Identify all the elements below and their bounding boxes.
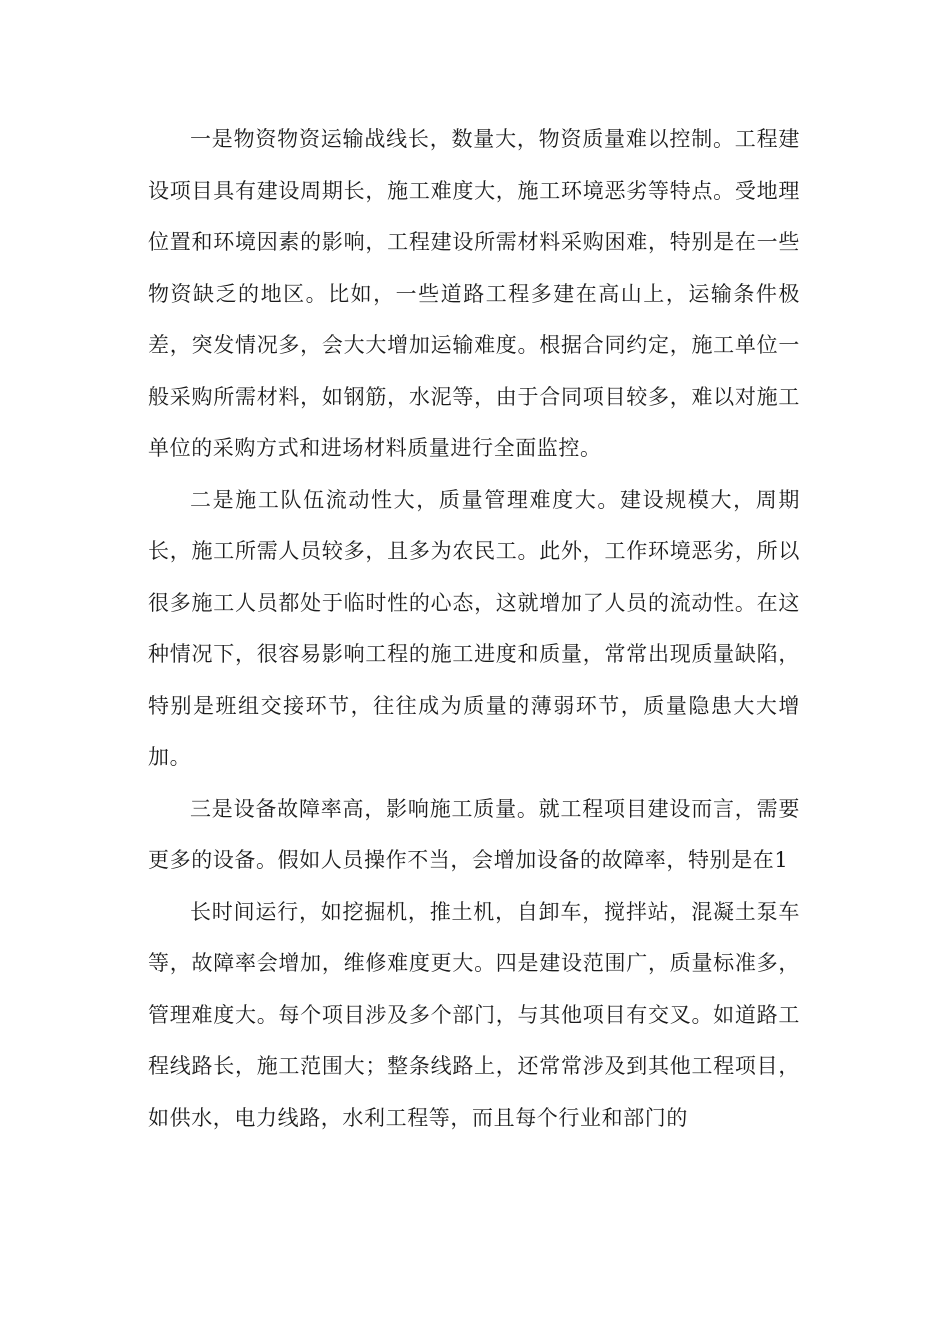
paragraph-2: 二是施工队伍流动性大，质量管理难度大。建设规模大，周期长，施工所需人员较多，且多为农民工。此外，工作环境恶劣，所以很多施工人员都处于临时性的心态，这就增加了人员的流动性。在这种情况下，很容易影响工程的施工进度和质量，常常出现质量缺陷，特别是班组交接环节，往往成为质量的薄弱环节，质量隐患大大增加。: [148, 487, 800, 769]
document-body: [148, 114, 800, 1144]
paragraph-1: 一是物资物资运输战线长，数量大，物资质量难以控制。工程建设项目具有建设周期长，施工难度大，施工环境恶劣等特点。受地理位置和环境因素的影响，工程建设所需材料采购困难，特别是在一些物资缺乏的地区。比如，一些道路工程多建在高山上，运输条件极差，突发情况多，会大大增加运输难度。根据合同约定，施工单位一般采购所需材料，如钢筋，水泥等，由于合同项目较多，难以对施工单位的采购方式和进场材料质量进行全面监控。: [148, 127, 800, 460]
paragraph-3: 三是设备故障率高，影响施工质量。就工程项目建设而言，需要更多的设备。假如人员操作不当，会增加设备的故障率，特别是在1: [148, 796, 800, 872]
paragraph-4: 长时间运行，如挖掘机，推土机，自卸车，搅拌站，混凝土泵车等，故障率会增加，维修难度更大。四是建设范围广，质量标准多，管理难度大。每个项目涉及多个部门，与其他项目有交叉。如道路工程线路长，施工范围大；整条线路上，还常常涉及到其他工程项目，如供水，电力线路，水利工程等，而且每个行业和部门的: [148, 899, 800, 1130]
